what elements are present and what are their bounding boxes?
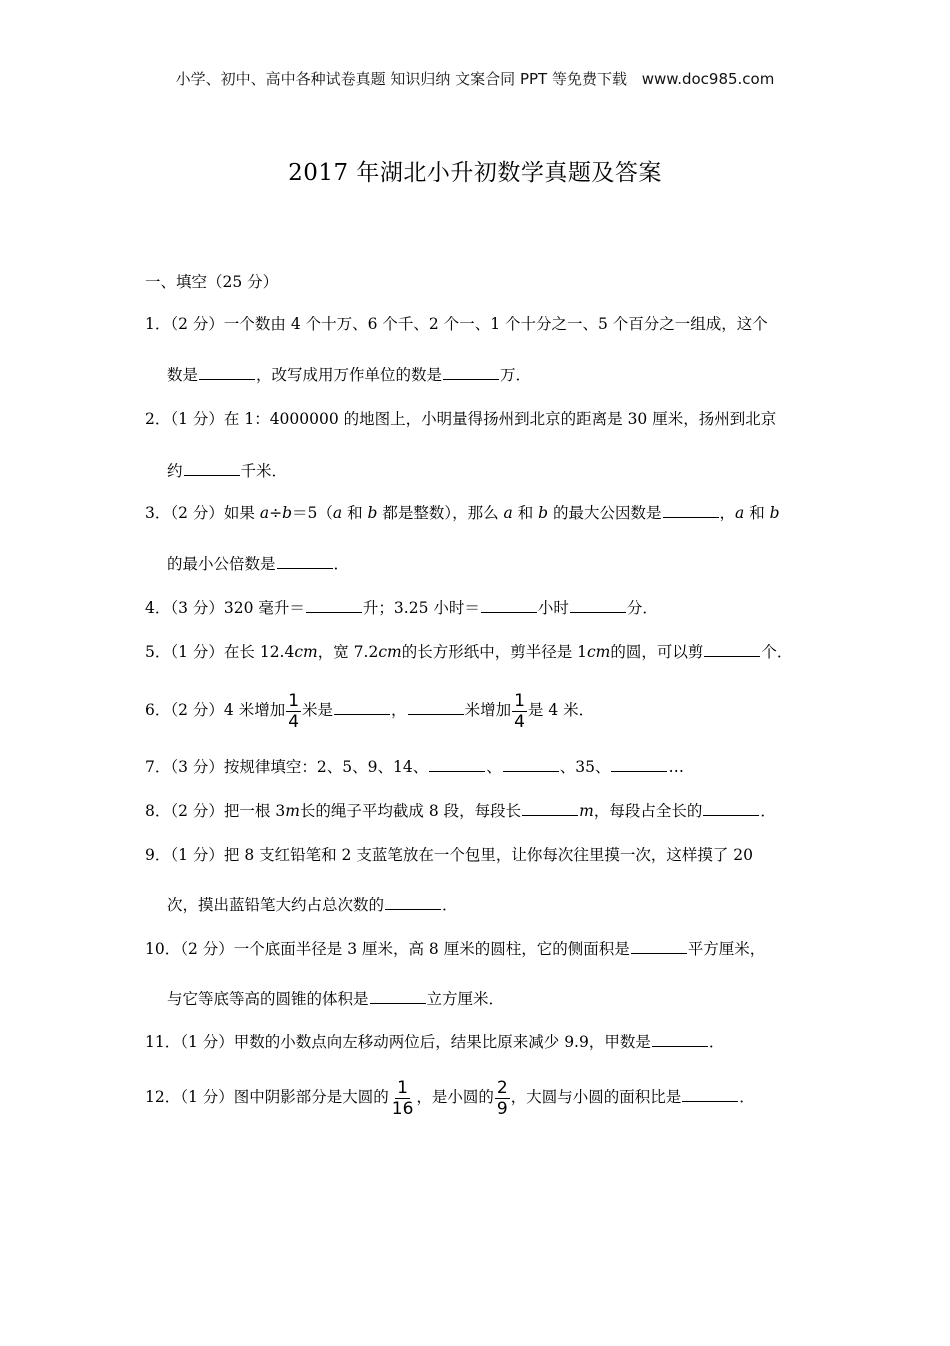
answer-blank[interactable] [385, 895, 441, 910]
answer-blank[interactable] [370, 989, 426, 1004]
answer-blank[interactable] [522, 801, 578, 816]
page-title: 2017 年湖北小升初数学真题及答案 [288, 160, 662, 186]
answer-blank[interactable] [199, 365, 255, 380]
answer-blank[interactable] [704, 642, 760, 657]
question-11: 11．（1 分）甲数的小数点向左移动两位后，结果比原来减少 9.9，甲数是 ． [145, 1033, 725, 1051]
answer-blank[interactable] [277, 554, 333, 569]
question-3-line-1: 3．（2 分）如果 a÷b＝5（a 和 b 都是整数），那么 a 和 b 的最大公因数是 ，a 和 b [145, 504, 780, 522]
question-10-line-2: 与它等底等高的圆锥的体积是 立方厘米． [167, 990, 505, 1008]
answer-blank[interactable] [408, 700, 464, 715]
answer-blank[interactable] [429, 757, 485, 772]
fraction: $\frac{1}{4}$ [288, 690, 300, 732]
question-1-line-2: 数是 ，改写成用万作单位的数是 万． [167, 366, 532, 384]
answer-blank[interactable] [652, 1032, 708, 1047]
question-3-line-2: 的最小公倍数是 ． [167, 555, 350, 573]
answer-blank[interactable] [306, 598, 362, 613]
answer-blank[interactable] [334, 700, 390, 715]
fraction: $\frac{2}{9}$ [496, 1077, 508, 1119]
question-7: 7．（3 分）按规律填空：2、5、9、14、 、 、35、 … [145, 758, 684, 776]
question-6: 6．（2 分）4 米增加 $\frac{1}{4}$ 米是 ， 米增加 $\frac{1}{4}$ 是 4 米． [145, 690, 595, 732]
question-1-line-1: 1．（2 分）一个数由 4 个十万、6 个千、2 个一、1 个十分之一、5 个百分之一组成，这个 [145, 315, 768, 333]
section-heading: 一、填空（25 分） [145, 273, 279, 291]
answer-blank[interactable] [663, 503, 719, 518]
site-header [0, 68, 950, 89]
question-12: 12．（1 分）图中阴影部分是大圆的 $\frac{1}{16}$ ，是小圆的 $\frac{2}{9}$ ，大圆与小圆的面积比是 ． [145, 1077, 755, 1119]
question-2-line-1: 2．（1 分）在 1：4000000 的地图上，小明量得扬州到北京的距离是 30 厘米，扬州到北京 [145, 410, 777, 428]
answer-blank[interactable] [570, 598, 626, 613]
question-2-line-2: 约 千米． [167, 462, 288, 480]
question-4: 4．（3 分）320 毫升＝ 升；3.25 小时＝ 小时 分． [145, 599, 658, 617]
question-9-line-1: 9．（1 分）把 8 支红铅笔和 2 支蓝笔放在一个包里，让你每次往里摸一次，这样摸了 20 [145, 846, 753, 864]
answer-blank[interactable] [611, 757, 667, 772]
answer-blank[interactable] [682, 1087, 738, 1102]
question-8: 8．（2 分）把一根 3m长的绳子平均截成 8 段，每段长 m，每段占全长的 ． [145, 802, 776, 820]
answer-blank[interactable] [481, 598, 537, 613]
answer-blank[interactable] [184, 461, 240, 476]
header-text: 小学、初中、高中各种试卷真题 知识归纳 文案合同 PPT 等免费下载 [175, 70, 627, 88]
answer-blank[interactable] [631, 939, 687, 954]
fraction: $\frac{1}{4}$ [514, 690, 525, 732]
question-10-line-1: 10．（2 分）一个底面半径是 3 厘米，高 8 厘米的圆柱，它的侧面积是 平方厘米， [145, 940, 766, 958]
answer-blank[interactable] [503, 757, 559, 772]
question-9-line-2: 次，摸出蓝铅笔大约占总次数的 ． [167, 896, 458, 914]
answer-blank[interactable] [443, 365, 499, 380]
fraction: $\frac{1}{16}$ [391, 1077, 414, 1119]
header-url[interactable]: www.doc985.com [641, 70, 775, 88]
question-5: 5．（1 分）在长 12.4cm，宽 7.2cm的长方形纸中，剪半径是 1cm的圆，可以剪 个． [145, 643, 793, 661]
answer-blank[interactable] [703, 801, 759, 816]
